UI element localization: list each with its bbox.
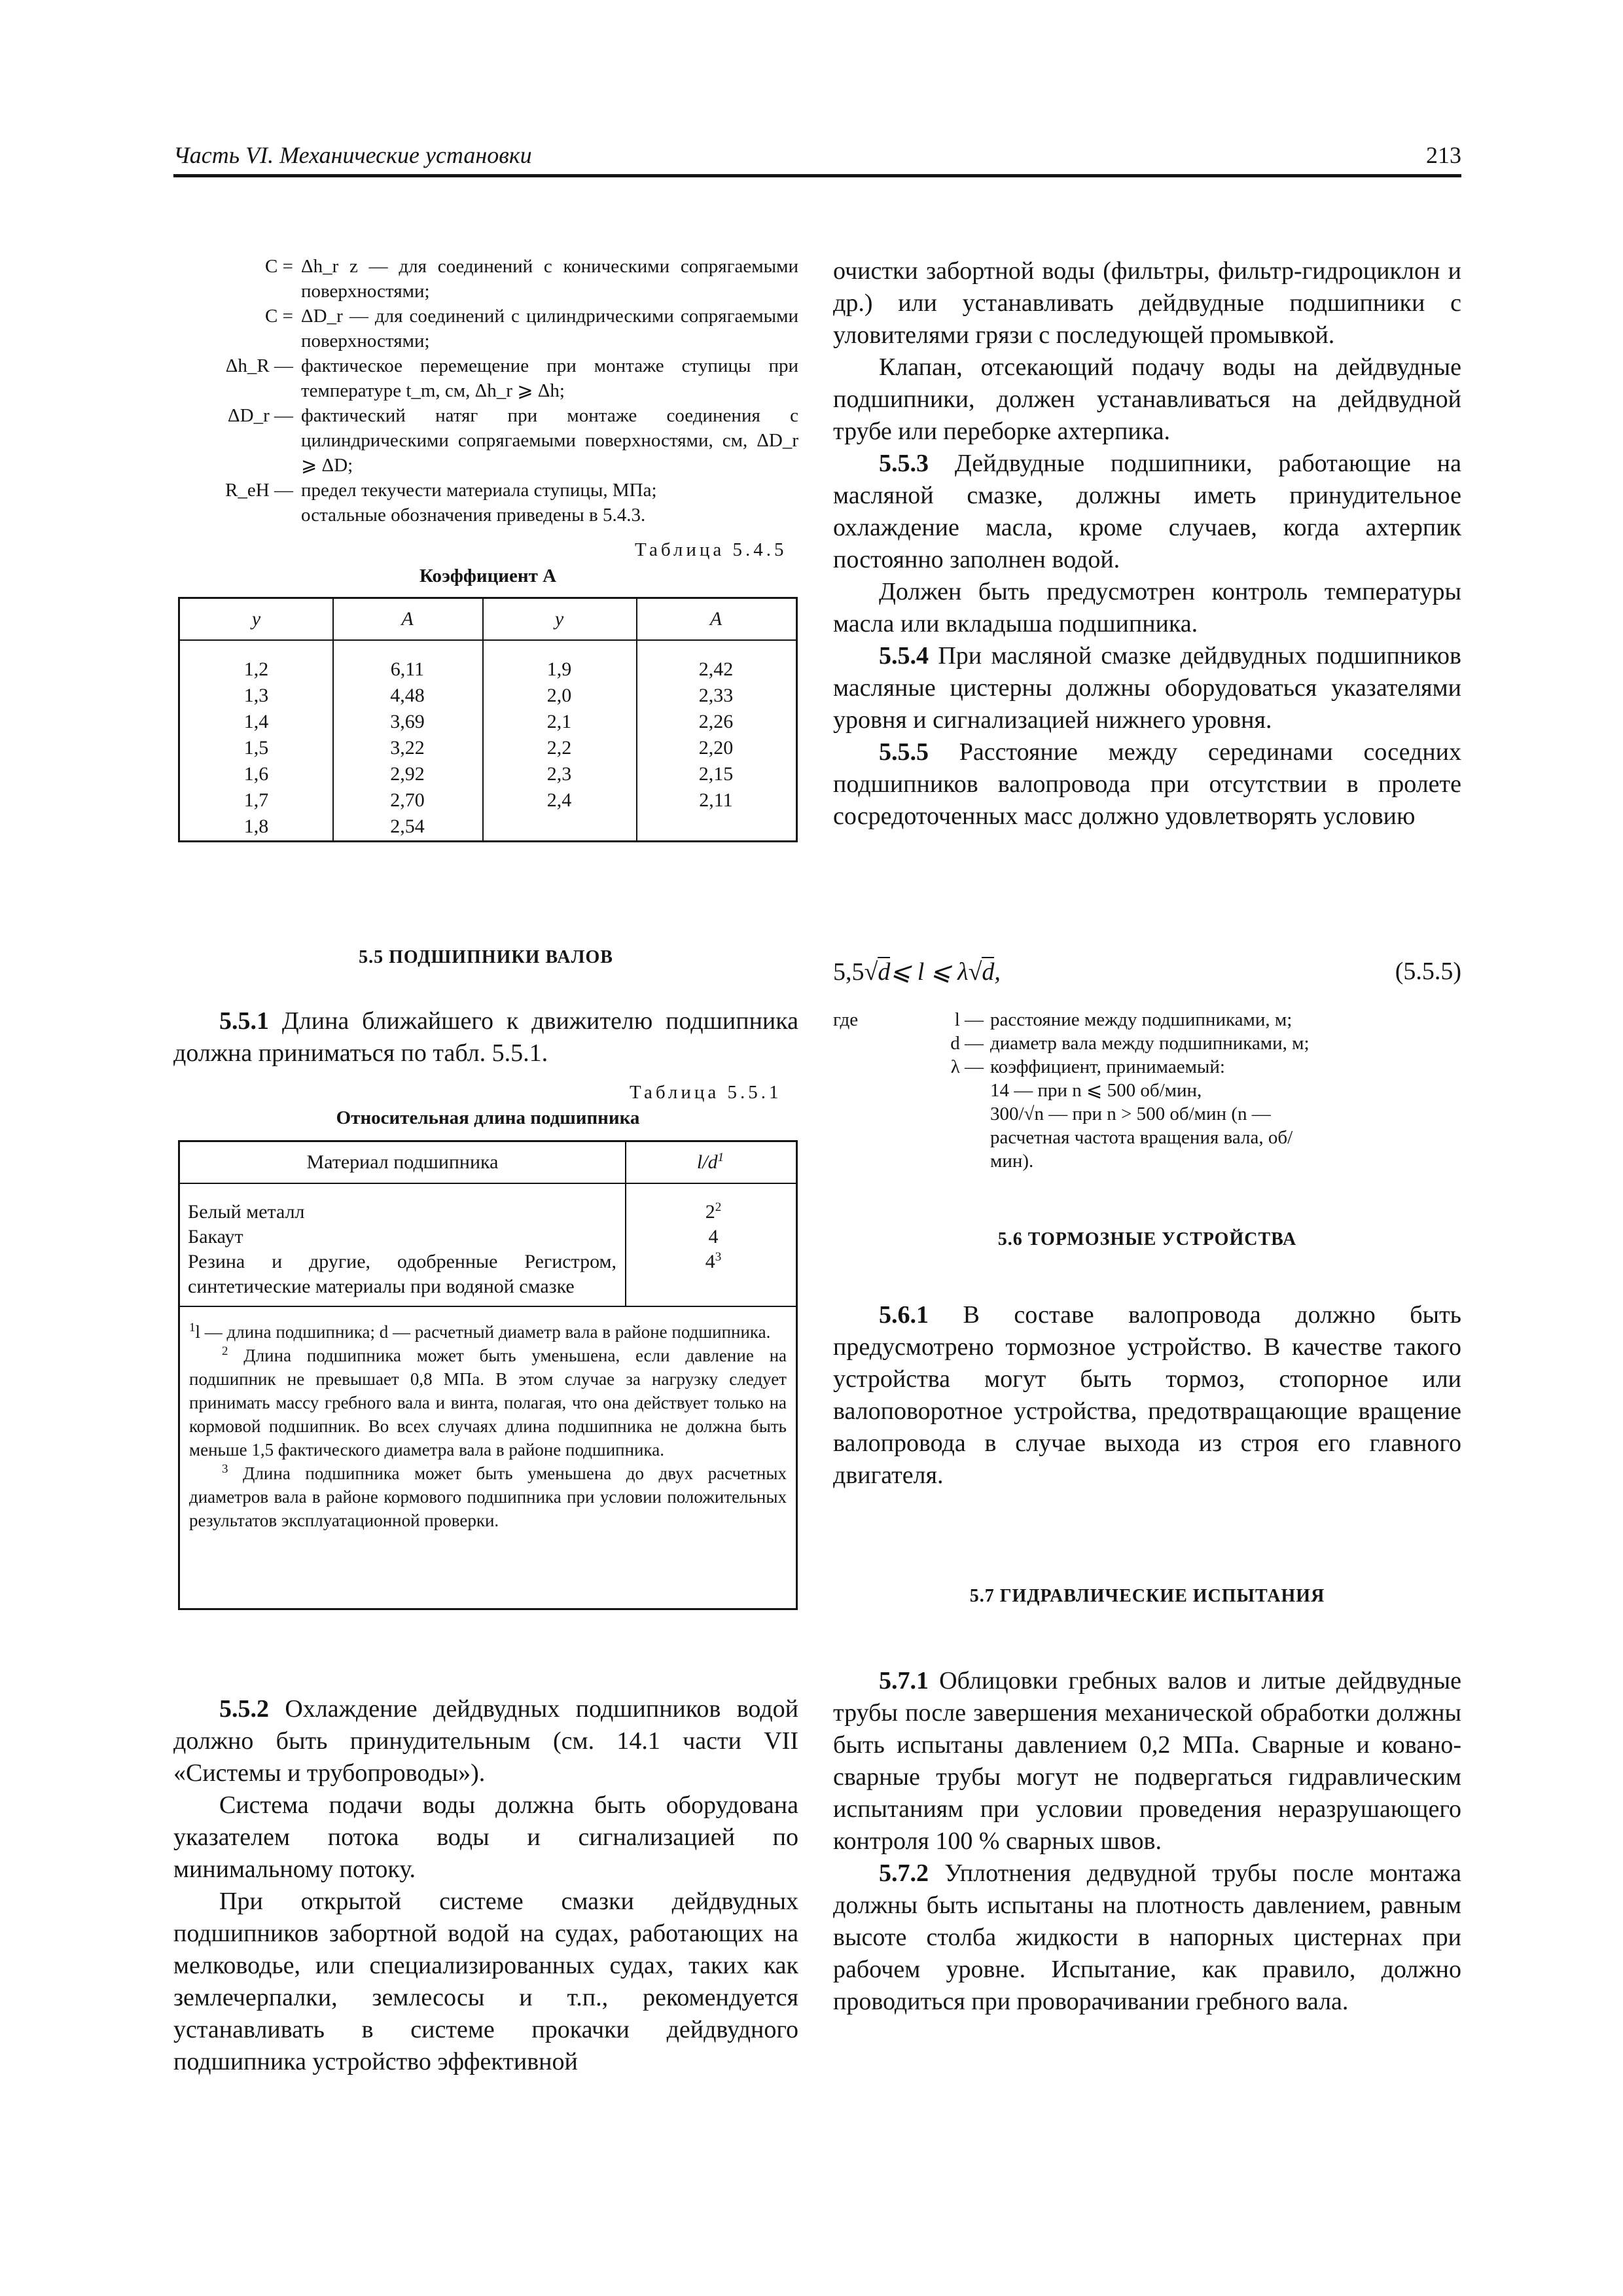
table-551 bbox=[178, 1140, 798, 1610]
table-cell: 1,8 bbox=[243, 816, 269, 837]
table-cell: 2,1 bbox=[546, 711, 572, 732]
table-cell: $4^3$ bbox=[705, 1250, 722, 1272]
definition-text: ΔD_r — для соединений с цилиндрическими сопрягаемыми поверхностями; bbox=[301, 306, 798, 351]
table-cell: 1,4 bbox=[243, 711, 269, 732]
definitions-list bbox=[173, 254, 798, 528]
material-list bbox=[188, 1200, 616, 1299]
where-item: λ — коэффициент, принимаемый: bbox=[950, 1056, 1225, 1077]
table-545-title: Коэффициент A bbox=[419, 565, 557, 586]
where-item: d — диаметр вала между подшипниками, м; bbox=[950, 1033, 1310, 1054]
formula-number: (5.5.5) bbox=[1395, 958, 1461, 985]
paragraph: Клапан, отсекающий подачу воды на дейдвудные подшипники, должен устанавливаться на дейдвудной трубе или переборке ахтерпика. bbox=[833, 353, 1461, 445]
table-cell: 2,15 bbox=[698, 763, 734, 785]
definition-symbol: ΔD_r — bbox=[228, 405, 293, 426]
table-footnotes bbox=[189, 1320, 787, 1532]
definition-symbol: Δh_R — bbox=[225, 355, 293, 376]
table-cell: 3,22 bbox=[390, 737, 425, 759]
footnote: $^3$ Длина подшипника может быть уменьшена до двух расчетных диаметров вала в районе кормового подшипника при условии положительных результатов эксплуатационной проверки. bbox=[189, 1462, 787, 1530]
table-cell: 3,69 bbox=[390, 711, 425, 732]
table-divider bbox=[180, 1306, 796, 1307]
table-cell: 1,7 bbox=[243, 789, 269, 811]
table-cell: 2,20 bbox=[698, 737, 734, 759]
table-cell: 2,26 bbox=[698, 711, 734, 732]
table-column bbox=[332, 656, 482, 840]
table-cell: 1,6 bbox=[243, 763, 269, 785]
definition-item bbox=[173, 353, 798, 403]
section-5-6-text bbox=[833, 1299, 1461, 1492]
table-cell: 1,3 bbox=[243, 685, 269, 706]
table-column bbox=[482, 656, 636, 814]
running-title: Часть VI. Механические установки bbox=[173, 142, 532, 168]
table-divider bbox=[180, 1183, 796, 1184]
ld-values bbox=[632, 1200, 795, 1274]
paragraph-5-5-2: 5.5.2 Охлаждение дейдвудных подшипников водой должно быть принудительным (см. 14.1 части VII «Системы и трубопроводы»). bbox=[173, 1695, 798, 1787]
table-cell: 4,48 bbox=[390, 685, 425, 706]
section-heading-5-6: 5.6 ТОРМОЗНЫЕ УСТРОЙСТВА bbox=[997, 1229, 1297, 1249]
definition-symbol: C = bbox=[265, 256, 293, 277]
left-bottom-text bbox=[173, 1693, 798, 2078]
table-cell: 4 bbox=[708, 1226, 719, 1247]
footnote: $^2$ Длина подшипника может быть уменьшена, если давление на подшипник не превышает 0,8 МПа. В этом случае за нагрузку следует принимать массу гребного вала и винта, полагая, что она действует только на кормовой подшипник. Во всех случаях длина подшипника не должна быть меньше 1,5 фактического диаметра вала в районе подшипника. bbox=[189, 1344, 787, 1460]
table-551-caption: Таблица 5.5.1 bbox=[630, 1082, 782, 1103]
table-cell: 6,11 bbox=[390, 658, 425, 680]
paragraph-5-5-1 bbox=[173, 1005, 798, 1069]
definition-symbol bbox=[173, 503, 301, 528]
table-column bbox=[180, 656, 332, 840]
table-545 bbox=[178, 597, 798, 842]
paragraph-5-7-1: 5.7.1 Облицовки гребных валов и литые дейдвудные трубы после завершения механической обработки должны быть испытаны давлением 0,2 МПа. Сварные и ковано-сварные трубы могут не подвергаться гидравлическим испытаниям при условии проведения неразрушающего контроля 100 % сварных швов. bbox=[833, 1667, 1462, 1855]
where-item: 300/√n — при n > 500 об/мин (n — расчетная частота вращения вала, об/мин). bbox=[990, 1103, 1293, 1172]
table-cell: 2,54 bbox=[390, 816, 425, 837]
column-header-ld: $l/d^1$ bbox=[696, 1151, 724, 1173]
paragraph: очистки забортной воды (фильтры, фильтр-гидроциклон и др.) или устанавливать дейдвудные подшипники с уловителями грязи с последующей промывкой. bbox=[833, 257, 1461, 349]
where-item: 14 — при n ⩽ 500 об/мин, bbox=[990, 1080, 1202, 1101]
paragraph-5-5-3: 5.5.3 Дейдвудные подшипники, работающие на масляной смазке, должны иметь принудительное охлаждение масла, кроме случаев, когда ахтерпик постоянно заполнен водой. bbox=[833, 450, 1462, 573]
section-heading-5-7: 5.7 ГИДРАВЛИЧЕСКИЕ ИСПЫТАНИЯ bbox=[969, 1586, 1325, 1606]
definition-symbol: R_eH — bbox=[225, 480, 293, 501]
table-cell: 2,42 bbox=[698, 658, 734, 680]
section-5-7-text bbox=[833, 1665, 1461, 2018]
formula-5-5-5: 5,5√d⩽ l ⩽ λ√d, bbox=[833, 958, 1001, 986]
right-top-text bbox=[833, 255, 1461, 833]
definition-item bbox=[173, 403, 798, 478]
definition-text: Δh_r z — для соединений с коническими сопрягаемыми поверхностями; bbox=[301, 256, 798, 302]
table-cell: 2,11 bbox=[699, 789, 733, 811]
column-header: A bbox=[401, 608, 414, 630]
definition-symbol: C = bbox=[265, 306, 293, 327]
table-cell: 1,2 bbox=[243, 658, 269, 680]
section-heading-5-5: 5.5 ПОДШИПНИКИ ВАЛОВ bbox=[359, 947, 613, 967]
table-cell: Резина и другие, одобренные Регистром, синтетические материалы при водяной смазке bbox=[188, 1251, 616, 1297]
definition-item bbox=[173, 503, 798, 528]
paragraph: Должен быть предусмотрен контроль температуры масла или вкладыша подшипника. bbox=[833, 578, 1461, 637]
table-cell: Бакаут bbox=[188, 1226, 243, 1247]
table-551-title: Относительная длина подшипника bbox=[336, 1107, 640, 1128]
definition-item bbox=[173, 478, 798, 503]
table-column bbox=[636, 656, 796, 814]
page-number: 213 bbox=[1426, 142, 1461, 168]
definition-item bbox=[173, 254, 798, 304]
table-cell: 2,92 bbox=[390, 763, 425, 785]
footnote: $^1$l — длина подшипника; d — расчетный диаметр вала в районе подшипника. bbox=[189, 1321, 771, 1342]
definition-item bbox=[173, 304, 798, 353]
definition-text: фактическое перемещение при монтаже ступицы при температуре t_m, см, Δh_r ⩾ Δh; bbox=[301, 355, 798, 401]
table-545-caption: Таблица 5.4.5 bbox=[635, 539, 787, 560]
column-header: y bbox=[251, 608, 261, 630]
definition-text: предел текучести материала ступицы, МПа; bbox=[301, 480, 657, 501]
table-cell: $2^2$ bbox=[705, 1200, 722, 1223]
table-cell: 1,9 bbox=[546, 658, 572, 680]
column-header: y bbox=[554, 608, 564, 630]
table-cell: 2,70 bbox=[390, 789, 425, 811]
where-list bbox=[833, 1008, 1461, 1173]
table-cell: 2,0 bbox=[546, 685, 572, 706]
paragraph: Система подачи воды должна быть оборудована указателем потока воды и сигнализацией по минимальному потоку. bbox=[173, 1791, 798, 1883]
column-header-material: Материал подшипника bbox=[306, 1151, 499, 1173]
definition-text: остальные обозначения приведены в 5.4.3. bbox=[301, 505, 646, 526]
definition-text: фактический натяг при монтаже соединения с цилиндрическими сопрягаемыми поверхностями, см, ΔD_r ⩾ ΔD; bbox=[301, 405, 798, 476]
paragraph-text: Длина ближайшего к движителю подшипника должна приниматься по табл. 5.5.1. bbox=[173, 1007, 799, 1067]
clause-number: 5.5.1 bbox=[219, 1007, 269, 1035]
table-cell: 2,33 bbox=[698, 685, 734, 706]
header-rule bbox=[173, 174, 1461, 177]
paragraph-5-5-4: 5.5.4 При масляной смазке дейдвудных подшипников масляные цистерны должны оборудоваться указателями уровня и сигнализацией нижнего уровня. bbox=[833, 642, 1461, 734]
where-item: l — расстояние между подшипниками, м; bbox=[954, 1009, 1293, 1030]
table-cell: 2,2 bbox=[546, 737, 572, 759]
paragraph: При открытой системе смазки дейдвудных подшипников забортной водой на судах, работающих на мелководье, или специализированных судах, таких как землечерпалки, землесосы и т.п., рекомендуется устанавливать в системе прокачки дейдвудного подшипника устройство эффективной bbox=[173, 1888, 798, 2075]
column-header: A bbox=[709, 608, 722, 630]
where-label: где bbox=[833, 1009, 859, 1030]
table-cell: 1,5 bbox=[243, 737, 269, 759]
table-cell: 2,3 bbox=[546, 763, 572, 785]
paragraph-5-6-1: 5.6.1 В составе валопровода должно быть предусмотрено тормозное устройство. В качестве такого устройства могут быть тормоз, стопорное или валоповоротное устройства, предотвращающие вращение валопровода в случае выхода из строя его главного двигателя. bbox=[833, 1301, 1462, 1489]
paragraph-5-7-2: 5.7.2 Уплотнения дедвудной трубы после монтажа должны быть испытаны на плотность давлением, равным высоте столба жидкости в напорных цистернах при рабочем уровне. Испытание, как правило, должно проводиться при проворачивании гребного вала. bbox=[833, 1859, 1462, 2015]
paragraph-5-5-5: 5.5.5 Расстояние между серединами соседних подшипников валопровода при отсутствии в пролете сосредоточенных масс должно удовлетворять условию bbox=[833, 738, 1462, 830]
table-cell: Белый металл bbox=[188, 1201, 305, 1223]
table-cell: 2,4 bbox=[546, 789, 572, 811]
